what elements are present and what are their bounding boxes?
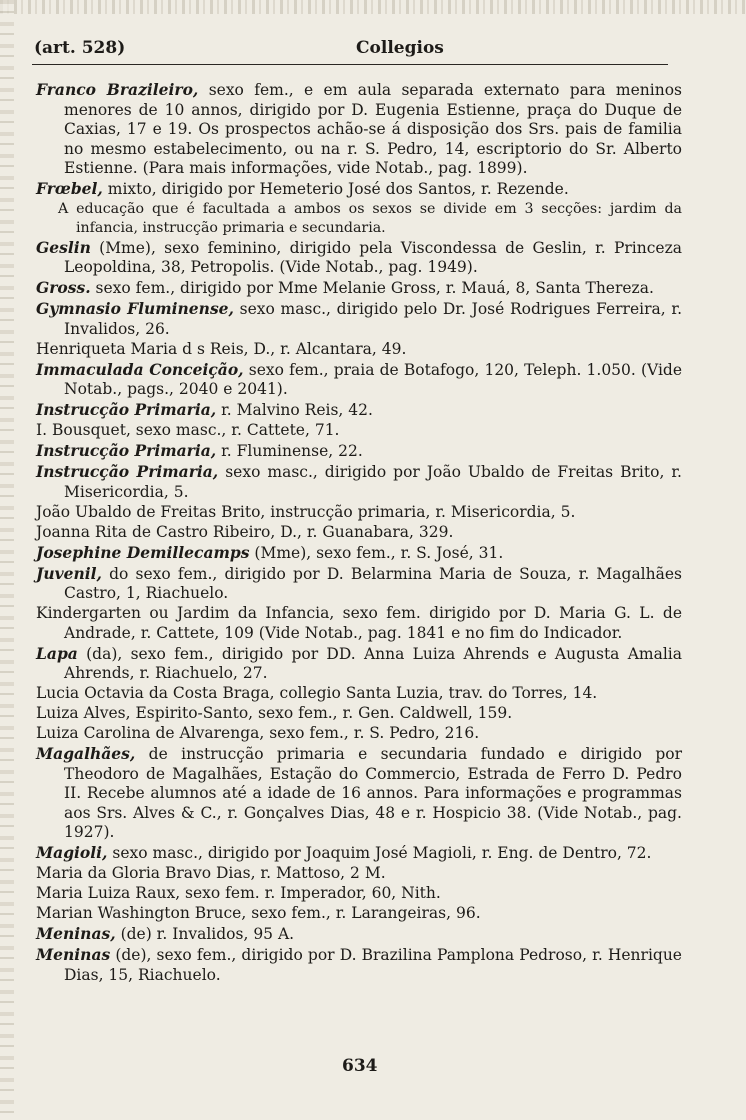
entry-text: r. Malvino Reis, 42.	[221, 401, 373, 419]
entry-name: Josephine Demillecamps	[36, 542, 250, 562]
entry-name: Magioli,	[36, 843, 108, 862]
list-item	[22, 564, 682, 604]
list-item	[22, 238, 682, 278]
entry-text: A educação que é facultada a ambos os sexos se divide em 3 secções: jardim da infancia, instrucção primaria e secundaria.	[58, 201, 682, 236]
list-item	[22, 945, 682, 985]
entry-text: (Mme), sexo fem., r. S. José, 31.	[254, 543, 504, 562]
scan-edge-left	[0, 0, 14, 1120]
list-item	[22, 644, 682, 684]
entry-name: Lapa	[36, 643, 78, 663]
entry-name: Instrucção Primaria,	[36, 462, 219, 481]
entry-text: João Ubaldo de Freitas Brito, instrucção primaria, r. Misericordia, 5.	[36, 502, 576, 521]
list-item	[22, 278, 682, 299]
header-rule	[32, 64, 668, 65]
entry-name: Instrucção Primaria,	[36, 400, 217, 419]
article-reference: (art. 528)	[34, 38, 126, 58]
entry-text: sexo masc., dirigido por João Ubaldo de Freitas Brito, r. Misericordia, 5.	[64, 463, 682, 501]
list-item	[22, 340, 682, 360]
entry-name: Geslin	[36, 237, 91, 257]
entry-text: r. Fluminense, 22.	[221, 442, 363, 460]
list-item	[22, 400, 682, 421]
list-item	[22, 744, 682, 843]
page-number: 634	[342, 1056, 378, 1076]
entry-text: Henriqueta Maria d s Reis, D., r. Alcantara, 49.	[36, 339, 407, 358]
entry-text: (Mme), sexo feminino, dirigido pela Viscondessa de Geslin, r. Princeza Leopoldina, 38, Petropolis. (Vide Notab., pag. 1949).	[64, 238, 682, 276]
list-item	[22, 924, 682, 945]
entry-name: Instrucção Primaria,	[36, 441, 217, 460]
entry-text: Joanna Rita de Castro Ribeiro, D., r. Guanabara, 329.	[36, 522, 454, 541]
list-item	[22, 604, 682, 643]
entry-text: sexo fem., dirigido por Mme Melanie Gross, r. Mauá, 8, Santa Thereza.	[95, 279, 654, 297]
list-item	[22, 523, 682, 543]
entry-name: Magalhães,	[36, 744, 136, 763]
entry-name: Meninas	[36, 945, 111, 964]
entry-name: Frœbel,	[36, 179, 103, 198]
entry-list	[22, 80, 682, 986]
section-title: Collegios	[356, 38, 444, 58]
list-item	[22, 904, 682, 924]
list-item	[22, 704, 682, 724]
entry-text: Luiza Alves, Espirito-Santo, sexo fem., r. Gen. Caldwell, 159.	[36, 704, 513, 722]
list-item	[22, 80, 682, 179]
list-item	[22, 179, 682, 200]
entry-text: sexo fem., e em aula separada externato para meninos menores de 10 annos, dirigido por D. Eugenia Estienne, praça do Duque de Caxias, 17 e 19. Os prospectos achão-se á disposição dos Srs. pais de familia no mesmo estabelecimento, ou na r. S. Pedro, 14, escriptorio do Sr. Alberto Estienne. (Para mais informações, vide Notab., pag. 1899).	[64, 81, 682, 177]
list-item	[22, 843, 682, 864]
list-item	[22, 462, 682, 502]
entry-text: Maria Luiza Raux, sexo fem. r. Imperador, 60, Nith.	[36, 884, 441, 902]
entry-text: Luiza Carolina de Alvarenga, sexo fem., r. S. Pedro, 216.	[36, 724, 480, 742]
list-item	[22, 299, 682, 339]
list-item	[22, 884, 682, 904]
list-item	[22, 543, 682, 564]
entry-text: Marian Washington Bruce, sexo fem., r. Larangeiras, 96.	[36, 904, 481, 922]
list-item	[22, 441, 682, 462]
list-item	[22, 724, 682, 744]
entry-text: (da), sexo fem., dirigido por DD. Anna Luiza Ahrends e Augusta Amalia Ahrends, r. Riachuelo, 27.	[64, 644, 682, 682]
entry-name: Gymnasio Fluminense,	[36, 299, 234, 318]
scan-edge-top	[0, 0, 746, 14]
entry-text: sexo masc., dirigido pelo Dr. José Rodrigues Ferreira, r. Invalidos, 26.	[64, 300, 682, 338]
entry-text: Kindergarten ou Jardim da Infancia, sexo fem. dirigido por D. Maria G. L. de Andrade, r. Cattete, 109 (Vide Notab., pag. 1841 e no fim do Indicador.	[36, 604, 682, 642]
entry-text: sexo fem., praia de Botafogo, 120, Teleph. 1.050. (Vide Notab., pags., 2040 e 2041).	[64, 360, 682, 398]
entry-text: I. Bousquet, sexo masc., r. Cattete, 71.	[36, 421, 340, 439]
entry-text: de instrucção primaria e secundaria fundado e dirigido por Theodoro de Magalhães, Estação do Commercio, Estrada de Ferro D. Pedro II. Recebe alumnos até a idade de 16 annos. Para informações e programmas aos Srs. Alves & C., r. Gonçalves Dias, 48 e r. Hospicio 38. (Vide Notab., pag. 1927).	[64, 745, 682, 841]
entry-name: Meninas,	[36, 924, 116, 943]
entry-text: Maria da Gloria Bravo Dias, r. Mattoso, 2 M.	[36, 864, 386, 882]
list-item	[22, 864, 682, 884]
entry-name: Juvenil,	[36, 563, 102, 583]
entry-text: (de) r. Invalidos, 95 A.	[120, 925, 295, 943]
entry-name: Immaculada Conceição,	[36, 359, 244, 379]
entry-text: do sexo fem., dirigido por D. Belarmina Maria de Souza, r. Magalhães Castro, 1, Riachuelo.	[64, 564, 682, 602]
entry-text: (de), sexo fem., dirigido por D. Brazilina Pamplona Pedroso, r. Henrique Dias, 15, Riachuelo.	[64, 946, 682, 984]
list-item	[22, 360, 682, 400]
list-item	[22, 684, 682, 704]
list-item	[22, 200, 682, 237]
entry-name: Gross.	[36, 278, 91, 297]
running-head	[34, 38, 666, 64]
list-item	[22, 421, 682, 441]
list-item	[22, 503, 682, 523]
entry-text: sexo masc., dirigido por Joaquim José Magioli, r. Eng. de Dentro, 72.	[112, 844, 652, 862]
entry-text: Lucia Octavia da Costa Braga, collegio Santa Luzia, trav. do Torres, 14.	[36, 684, 598, 702]
entry-text: mixto, dirigido por Hemeterio José dos Santos, r. Rezende.	[107, 180, 569, 198]
entry-name: Franco Brazileiro,	[36, 80, 199, 99]
